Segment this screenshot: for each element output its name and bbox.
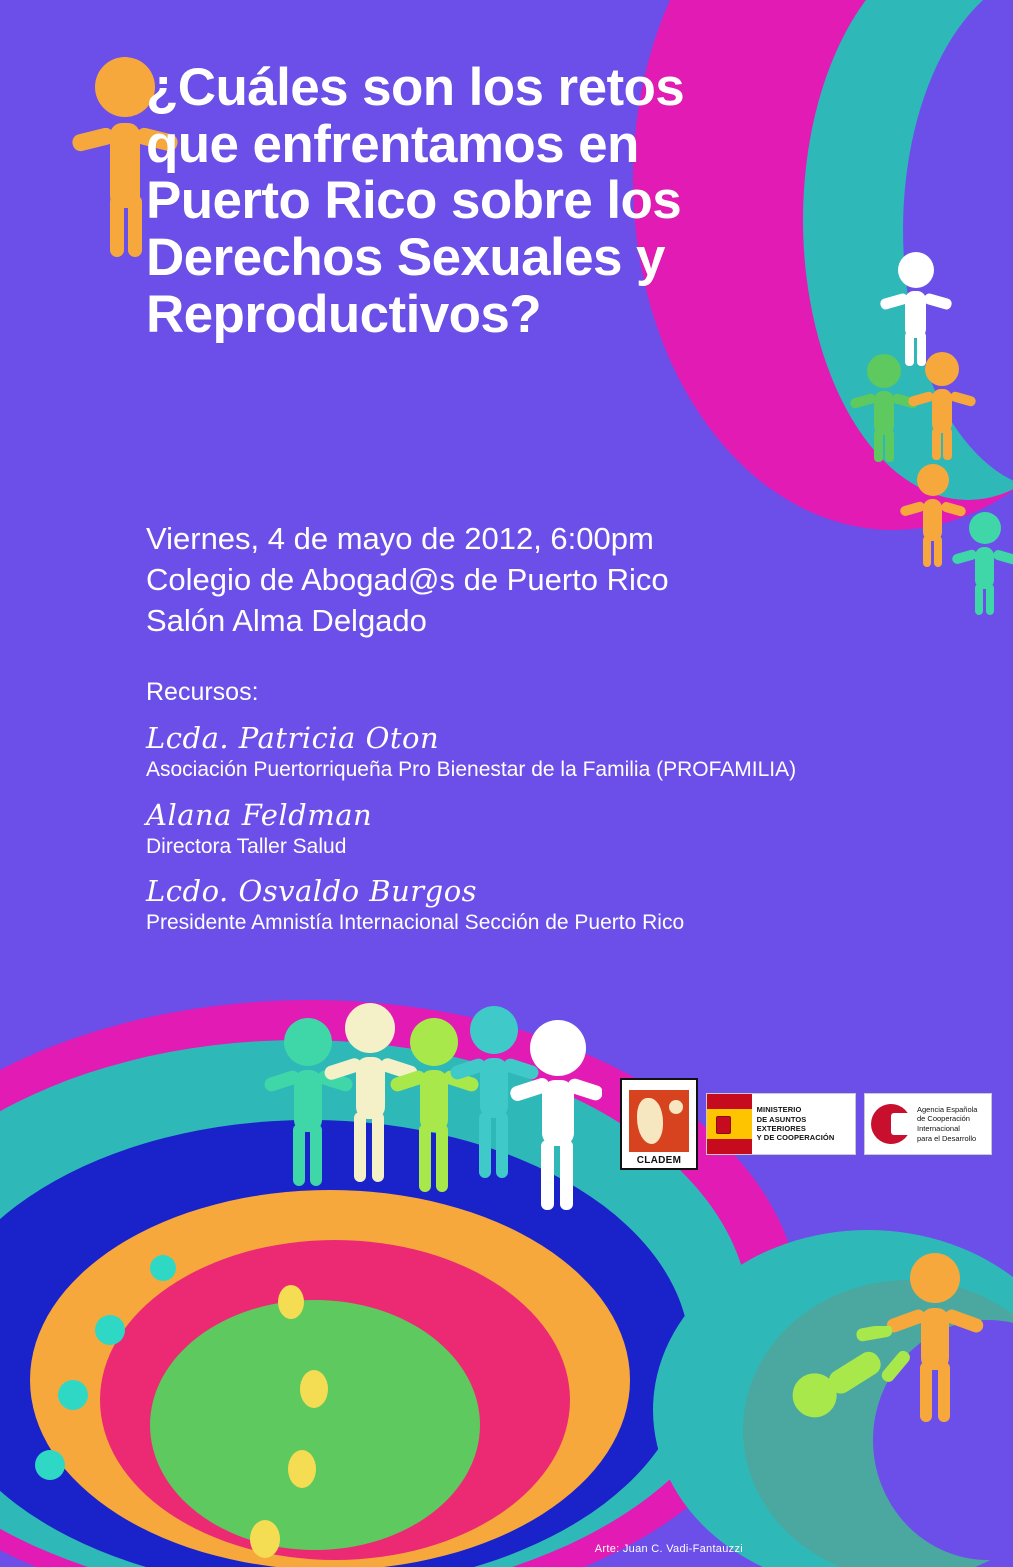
green-arc-bottom-decor: [150, 1300, 480, 1550]
ministerio-line-1: MINISTERIO: [756, 1105, 802, 1115]
headline-line-5: Reproductivos?: [146, 284, 542, 344]
event-details: [146, 518, 906, 642]
speaker-name: Alana Feldman: [146, 797, 373, 832]
person-figure-orange-right: [906, 350, 978, 462]
list-item: [146, 875, 946, 936]
headline-line-1: ¿Cuáles son los retos: [146, 58, 685, 117]
speaker-org: Presidente Amnistía Internacional Sección de Puerto Rico: [146, 911, 685, 935]
cladem-logo: [620, 1078, 698, 1170]
person-figure-teal-right-lower: [950, 510, 1013, 618]
event-date-time: Viernes, 4 de mayo de 2012, 6:00pm: [146, 521, 654, 556]
list-item: [146, 722, 946, 783]
headline-line-4: Derechos Sexuales y: [146, 228, 665, 288]
aecid-line-3: Internacional: [917, 1124, 960, 1133]
event-venue: Colegio de Abogad@s de Puerto Rico: [146, 562, 669, 598]
speaker-org: Asociación Puertorriqueña Pro Bienestar de la Familia (PROFAMILIA): [146, 758, 797, 782]
page-title: [146, 60, 846, 344]
spain-flag-icon: [707, 1094, 752, 1154]
cladem-emblem-icon: [629, 1090, 689, 1152]
aecid-logo: [864, 1093, 992, 1155]
speaker-list: [146, 722, 946, 952]
cladem-logo-text: CLADEM: [636, 1155, 682, 1166]
list-item: [146, 799, 946, 860]
event-room: Salón Alma Delgado: [146, 603, 427, 639]
resources-label: Recursos:: [146, 678, 259, 706]
ministerio-line-3: Y DE COOPERACIÓN: [756, 1133, 835, 1143]
aecid-line-2: de Cooperación: [917, 1114, 970, 1124]
person-figure-green-bottom-right: [786, 1326, 926, 1446]
speaker-name: Lcda. Patricia Oton: [146, 721, 440, 755]
aecid-c-mark-icon: [871, 1104, 911, 1144]
artist-credit: Arte: Juan C. Vadi-Fantauzzi: [594, 1543, 743, 1555]
aecid-line-4: para el Desarrollo: [917, 1133, 977, 1143]
aecid-line-1: Agencia Española: [917, 1104, 978, 1114]
person-group-holding-hands: [262, 1000, 602, 1215]
sponsor-logos: [620, 1078, 992, 1170]
headline-line-3: Puerto Rico sobre los: [146, 171, 682, 231]
ministerio-line-2: DE ASUNTOS EXTERIORES: [756, 1114, 807, 1133]
ministerio-logo: [706, 1093, 856, 1155]
speaker-org: Directora Taller Salud: [146, 834, 347, 858]
headline-line-2: que enfrentamos en: [146, 114, 639, 174]
ministerio-logo-text: [752, 1105, 855, 1143]
aecid-logo-text: [911, 1105, 977, 1144]
speaker-name: Lcdo. Osvaldo Burgos: [146, 874, 478, 909]
